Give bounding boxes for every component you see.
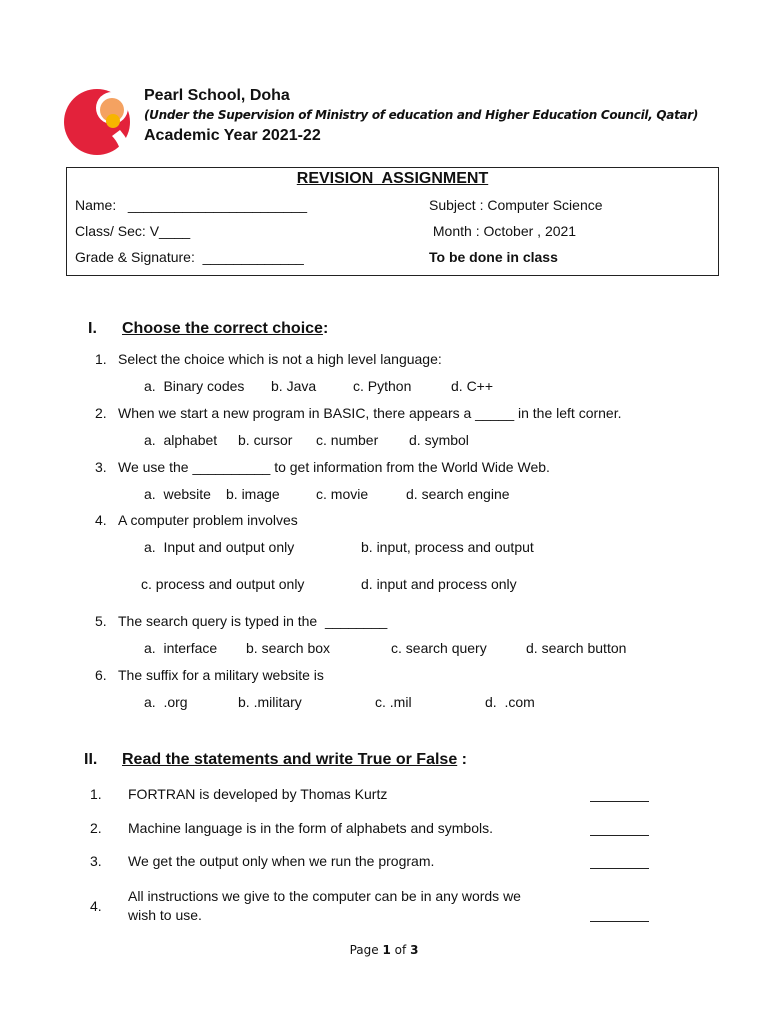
q3-option-b: b. image	[226, 486, 280, 502]
academic-year: Academic Year 2021-22	[144, 127, 321, 144]
class-sec-field: Class/ Sec: V____	[75, 223, 191, 239]
supervision-note: (Under the Supervision of Ministry of education and Higher Education Council, Qatar)	[144, 108, 699, 122]
q1-option-c: c. Python	[353, 378, 412, 394]
q3-text: We use the __________ to get information from the World Wide Web.	[118, 459, 550, 475]
s4-answer-blank[interactable]	[590, 921, 649, 922]
q1-number: 1.	[95, 351, 107, 367]
q1-option-b: b. Java	[271, 378, 317, 394]
q6-option-c: c. .mil	[375, 694, 412, 710]
page-number: 1	[382, 943, 391, 957]
s4-number: 4.	[90, 898, 102, 914]
q1-option-d: d. C++	[451, 378, 494, 394]
q1-option-a: a. Binary codes	[144, 378, 245, 394]
q4-option-d: d. input and process only	[361, 576, 517, 592]
q2-number: 2.	[95, 405, 107, 421]
q3-number: 3.	[95, 459, 107, 475]
q3-option-c: c. movie	[316, 486, 369, 502]
name-field: Name: _______________________	[75, 197, 307, 213]
section1-title	[122, 320, 328, 338]
section2-colon: :	[457, 751, 467, 768]
q6-option-a: a. .org	[144, 694, 188, 710]
school-name: Pearl School, Doha	[144, 87, 290, 104]
section2-number: II.	[84, 751, 98, 768]
q1-text: Select the choice which is not a high level language:	[118, 351, 442, 367]
section2-title-text: Read the statements and write True or False	[122, 751, 458, 768]
q4-number: 4.	[95, 512, 107, 528]
section1-colon: :	[322, 320, 329, 337]
s1-answer-blank[interactable]	[590, 801, 649, 802]
q3-option-d: d. search engine	[406, 486, 510, 502]
q5-number: 5.	[95, 613, 107, 629]
s4-text: All instructions we give to the computer can be in any words we	[128, 888, 521, 904]
q4-option-c: c. process and output only	[141, 576, 305, 592]
section1-title-text: Choose the correct choice	[122, 320, 323, 337]
s1-number: 1.	[90, 786, 102, 802]
s3-number: 3.	[90, 853, 102, 869]
s3-text: We get the output only when we run the program.	[128, 853, 435, 869]
q5-option-b: b. search box	[246, 640, 331, 656]
page-total: 3	[410, 943, 419, 957]
q2-option-b: b. cursor	[238, 432, 293, 448]
q2-option-a: a. alphabet	[144, 432, 218, 448]
page-footer	[0, 943, 768, 957]
grade-signature-field: Grade & Signature: _____________	[75, 249, 304, 265]
of-label: of	[394, 943, 407, 957]
s2-text: Machine language is in the form of alphabets and symbols.	[128, 820, 493, 836]
s4-text-line2: wish to use.	[128, 907, 202, 923]
q2-option-c: c. number	[316, 432, 379, 448]
q6-number: 6.	[95, 667, 107, 683]
assignment-info-box	[66, 167, 719, 276]
subject-field: Subject : Computer Science	[429, 197, 603, 213]
q4-text: A computer problem involves	[118, 512, 298, 528]
s2-answer-blank[interactable]	[590, 835, 649, 836]
school-logo-icon	[62, 86, 134, 158]
assignment-title: REVISION ASSIGNMENT	[296, 170, 489, 187]
q6-option-d: d. .com	[485, 694, 535, 710]
s1-text: FORTRAN is developed by Thomas Kurtz	[128, 786, 388, 802]
page-label: Page	[349, 943, 379, 957]
q4-option-b: b. input, process and output	[361, 539, 534, 555]
s2-number: 2.	[90, 820, 102, 836]
s3-answer-blank[interactable]	[590, 868, 649, 869]
q5-option-c: c. search query	[391, 640, 487, 656]
q2-option-d: d. symbol	[409, 432, 469, 448]
section1-number: I.	[88, 320, 97, 337]
class-note: To be done in class	[429, 249, 558, 265]
q3-option-a: a. website	[144, 486, 211, 502]
q5-option-a: a. interface	[144, 640, 218, 656]
q6-text: The suffix for a military website is	[118, 667, 324, 683]
month-field: Month : October , 2021	[429, 223, 577, 239]
section2-title	[122, 751, 467, 769]
q5-text: The search query is typed in the ________	[118, 613, 388, 629]
q4-option-a: a. Input and output only	[144, 539, 295, 555]
q6-option-b: b. .military	[238, 694, 302, 710]
q5-option-d: d. search button	[526, 640, 627, 656]
q2-text: When we start a new program in BASIC, there appears a _____ in the left corner.	[118, 405, 622, 421]
